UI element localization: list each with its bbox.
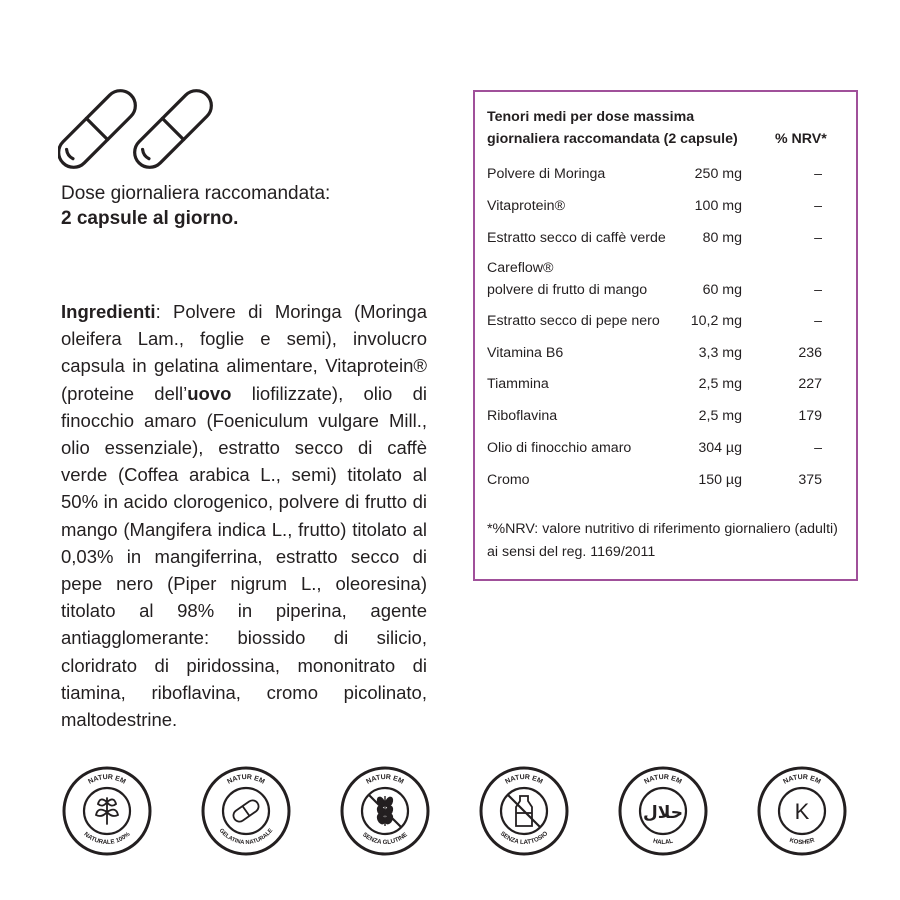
dose-value: 2 capsule al giorno.	[61, 208, 239, 229]
nutrition-row	[487, 163, 842, 185]
svg-text:NATUR EM	[365, 774, 404, 786]
nutrition-row	[487, 437, 842, 459]
badge-top-text: NATUR EM	[782, 773, 822, 786]
svg-text:SENZA LATTOSIO	[499, 830, 550, 846]
nutrient-name: Olio di finocchio amaro	[487, 440, 632, 456]
nutrient-amount: 80 mg	[702, 230, 742, 246]
nutrient-amount: 304 µg	[698, 440, 742, 456]
footnote-line2: ai sensi del reg. 1169/2011	[487, 544, 656, 560]
badge-top-text: NATUR EM	[87, 773, 127, 786]
badge-senza-lattosio	[479, 766, 569, 856]
svg-text:NATURALE 100%	[83, 830, 132, 846]
nutrient-nrv: –	[814, 440, 822, 456]
nutrient-amount: 250 mg	[694, 166, 742, 182]
nutrition-footnote	[487, 518, 847, 564]
nutrient-name-line1: Careflow®	[487, 260, 554, 276]
badge-kosher	[757, 766, 847, 856]
nutrient-name: Tiammina	[487, 376, 549, 392]
nutrition-row	[487, 373, 842, 395]
nutrient-amount: 10,2 mg	[690, 313, 742, 329]
nutrient-amount: 2,5 mg	[698, 376, 742, 392]
nutrition-header	[487, 106, 759, 150]
nutrient-name: Cromo	[487, 472, 530, 488]
badge-halal	[618, 766, 708, 856]
badge-bottom-text: SENZA GLUTINE	[361, 831, 409, 847]
ingredients-text-1: : Polvere di Moringa (Moringa oleifera Lam., foglie e semi), involucro capsula in gelatina alimentare, Vitaprotein® (proteine dell’	[61, 301, 427, 404]
plant-icon	[96, 798, 118, 824]
nutrition-row	[487, 195, 842, 217]
nutrition-row	[487, 342, 842, 364]
nutrient-amount: 150 µg	[698, 472, 742, 488]
nutrient-amount: 3,3 mg	[698, 345, 742, 361]
nutrient-nrv: –	[814, 166, 822, 182]
nutrient-nrv: 375	[798, 472, 822, 488]
footnote-line1: *%NRV: valore nutritivo di riferimento giornaliero (adulti)	[487, 521, 838, 537]
nutrient-nrv: –	[814, 198, 822, 214]
kosher-icon: K	[794, 799, 810, 824]
nutrient-nrv: –	[814, 313, 822, 329]
dose-label: Dose giornaliera raccomandata:	[61, 183, 331, 204]
nutrient-name: Estratto secco di pepe nero	[487, 313, 660, 329]
nutrient-name: Vitaprotein®	[487, 198, 566, 214]
svg-text:NATUR EM	[226, 774, 265, 786]
badge-top-text: NATUR EM	[365, 773, 405, 786]
nutrient-amount: 2,5 mg	[698, 408, 742, 424]
dose-block	[61, 181, 330, 231]
nutrient-name: Polvere di Moringa	[487, 166, 606, 182]
badge-top-text: NATUR EM	[226, 773, 266, 786]
nutrient-nrv: –	[814, 230, 822, 246]
svg-text:NATUR EM	[643, 774, 682, 786]
ingredients-title: Ingredienti	[61, 301, 156, 322]
nutrient-name	[487, 257, 702, 301]
nutrition-row	[487, 469, 842, 491]
svg-text:NATUR EM	[87, 774, 126, 786]
nutrient-name-line2: polvere di frutto di mango	[487, 282, 648, 298]
nutrition-row	[487, 405, 842, 427]
nutrition-row	[487, 310, 842, 332]
nutrition-header-nrv: % NRV*	[775, 131, 827, 147]
svg-text:NATUR EM	[504, 774, 543, 786]
capsules-icon	[58, 88, 218, 170]
badge-naturale-100	[62, 766, 152, 856]
nutrition-row	[487, 227, 842, 249]
capsule-icon	[231, 798, 261, 824]
nutrition-header-line1: Tenori medi per dose massima	[487, 109, 695, 125]
nutrient-nrv: 236	[798, 345, 822, 361]
badge-bottom-text: HALAL	[652, 837, 674, 847]
badge-bottom-text: NATURALE 100%	[82, 830, 132, 847]
badge-top-text: NATUR EM	[643, 773, 683, 786]
badge-bottom-text: SENZA LATTOSIO	[498, 830, 550, 847]
badge-bottom-text: GELATINA NATURALE	[217, 827, 275, 847]
ingredients-text-2: liofilizzate), olio di finocchio amaro (Foeniculum vulgare Mill., olio essenziale), estratto secco di caffè verde (Coffea arabica L., semi) titolato al 50% in acido clorogenico, polvere di frutto di mango (Mangifera indica L., frutto) titolato al 0,03% in mangiferrina, estratto secco di pepe nero (Piper nigrum L., oleoresina) titolato al 98% in piperina, agente antiagglomerante: biossido di silicio, cloridrato di piridossina, mononitrato di tiamina, riboflavina, cromo picolinato, maltodestrine.	[61, 382, 427, 731]
svg-text:KOSHER	[788, 837, 816, 847]
nutrient-name: Riboflavina	[487, 408, 558, 424]
svg-text:NATUR EM	[782, 774, 821, 786]
nutrient-amount: 60 mg	[702, 282, 742, 298]
ingredients-bold-word: uovo	[187, 382, 232, 404]
nutrient-nrv: 227	[798, 376, 822, 392]
nutrient-name: Vitamina B6	[487, 345, 564, 361]
badge-top-text: NATUR EM	[504, 773, 544, 786]
nutrient-name: Estratto secco di caffè verde	[487, 230, 666, 246]
badge-senza-glutine	[340, 766, 430, 856]
certification-badges	[0, 766, 900, 856]
badge-bottom-text: KOSHER	[788, 836, 816, 847]
nutrient-amount: 100 mg	[694, 198, 742, 214]
nutrient-nrv: –	[814, 282, 822, 298]
nutrition-table	[473, 90, 858, 581]
nutrition-row	[487, 257, 842, 301]
nutrient-nrv: 179	[798, 408, 822, 424]
ingredients-paragraph	[61, 298, 427, 733]
svg-text:HALAL	[652, 838, 674, 847]
nutrition-header-line2: giornaliera raccomandata (2 capsule)	[487, 131, 738, 147]
halal-icon: حلال	[643, 803, 683, 823]
badge-gelatina-naturale	[201, 766, 291, 856]
svg-text:GELATINA NATURALE	[218, 828, 275, 846]
